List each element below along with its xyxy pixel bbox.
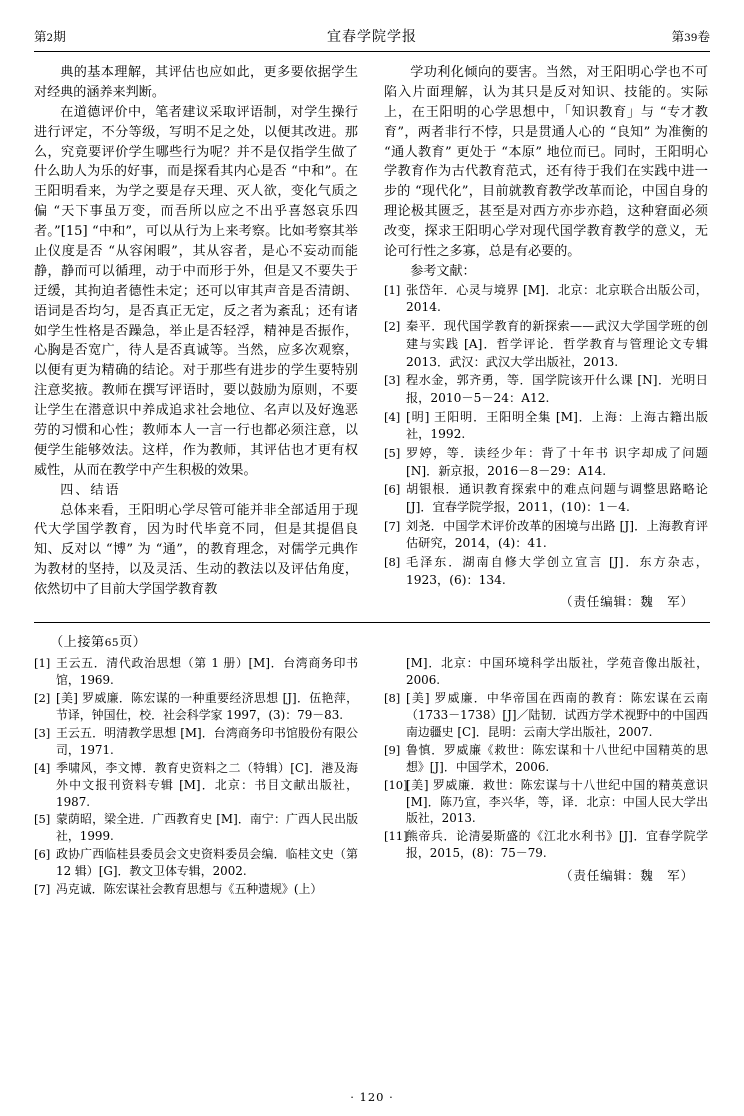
- running-head-right: [560, 27, 710, 45]
- volume-prefix: 第: [671, 29, 685, 44]
- paragraph: 总体来看，王阳明心学尽管可能并非全部适用于现代大学国学教育，因为时代毕竟不同，但是其提倡良知、反对以 “博” 为 “通”，的教育理念，对儒学元典作为教材的坚持，以及灵活、生动的教法以及评估角度，依然切中了目前大学国学教育教: [34, 502, 358, 598]
- reference-item: [34, 690, 358, 724]
- reference-item: [34, 811, 358, 845]
- responsible-editor: （责任编辑：魏 军）: [560, 868, 694, 884]
- reference-text: [美] 罗威廉．中华帝国在西南的教育：陈宏谋在云南（1733－1738）[J]／陆韧．试西方学术视野中的中国西南边疆史 [C]．昆明：云南大学出版社，2007.: [406, 691, 708, 739]
- section-divider: [34, 622, 710, 623]
- reference-text: 秦平．现代国学教育的新探索——武汉大学国学班的创建与实践 [A]．哲学评论．哲学教育与管理论文专辑 2013．武汉：武汉大学出版社，2013.: [406, 319, 708, 369]
- references-heading: 参考文献：: [410, 263, 476, 279]
- reference-text: [明] 王阳明．王阳明全集 [M]．上海：上海古籍出版社，1992.: [406, 409, 708, 442]
- running-head: [34, 26, 710, 52]
- paragraph: 学功利化倾向的要害。当然，对王阳明心学也不可陷入片面理解，认为其只是反对知识、技能的。实际上，在王阳明的心学思想中，「知识教育」与 “专才教育”，两者非行不悖，只是贯通人心的 “良知” 为准衡的 “通人教育” 更处于 “本原” 地位而已。同时，王阳明心学教育作为古代教育范式，还有待于我们在实践中进一步的 “现代化”，目前就教育教学改革而论，中国自身的理论极其匮乏，甚至是对西方亦步亦趋，这种窘面必须改变，探求王阳明心学对现代国学教育教学的意义，无论可行性之多寡，总是有必要的。: [384, 65, 708, 260]
- reference-label: [7]: [384, 518, 401, 533]
- right-column: [384, 63, 708, 612]
- reference-item: [384, 690, 708, 741]
- reference-text: 张岱年．心灵与境界 [M]．北京：北京联合出版公司，2014.: [406, 282, 708, 315]
- reference-label: [4]: [384, 409, 401, 424]
- reference-text: 季啸风，李文博．教育史资料之二（特辑）[C]．港及海外中文报刊资料专辑 [M]．北京：书目文献出版社，1987.: [56, 760, 358, 809]
- reference-item: [384, 742, 708, 776]
- reference-text: 冯克诚．陈宏谋社会教育思想与《五种遗规》(上）: [56, 882, 323, 897]
- reference-text: [美] 罗威廉．救世：陈宏谋与十八世纪中国的精英意识 [M]．陈乃宣，李兴华，等，译．北京：中国人民大学出版社，2013.: [406, 777, 708, 826]
- continued-right-column: [384, 655, 708, 899]
- reference-label: [6]: [384, 482, 401, 497]
- issue-number: 2: [46, 32, 54, 44]
- reference-label: [9]: [384, 742, 401, 757]
- reference-item: [384, 828, 708, 862]
- reference-item: [384, 518, 708, 553]
- reference-item: [384, 318, 708, 371]
- reference-item: [384, 282, 708, 317]
- running-head-left: [34, 27, 184, 45]
- reference-text: 鲁慎．罗威廉《救世：陈宏谋和十八世纪中国精英的思想》[J]．中国学术，2006.: [406, 742, 708, 774]
- reference-item: [384, 777, 708, 828]
- reference-label: [8]: [384, 691, 401, 706]
- reference-label: [10]: [384, 777, 408, 792]
- reference-item: [384, 445, 708, 480]
- reference-label: [3]: [34, 725, 51, 740]
- section-heading: 四、结语: [60, 482, 121, 498]
- article-body: [34, 63, 710, 612]
- reference-label: [3]: [384, 373, 401, 388]
- reference-label: [2]: [34, 691, 51, 706]
- issue-suffix: 期: [53, 29, 66, 44]
- responsible-editor: （责任编辑：魏 军）: [560, 594, 694, 610]
- reference-item: [384, 481, 708, 516]
- reference-item: [34, 881, 358, 898]
- reference-item: [384, 554, 708, 589]
- reference-label: [1]: [34, 656, 51, 671]
- paragraph: 在道德评价中，笔者建议采取评语制，对学生操行进行评定，不分等级，写明不足之处，以便其改进。那么，究竟要评价学生哪些行为呢？并不是仅指学生做了什么助人为乐的好事，而是探看其内心是否 “中和”。在王阳明看来，为学之要是存天理、灭人欲，变化气质之偏 “天下事虽万变，而吾所以应之不出乎喜怒哀乐四者。”[15] “中和”，可以从行为上来考察。比如考察其举止仪度是否 “从容闲暇”，其从容者，是心不妄动而能静，静而可以循理，动于中而形于外，但是又不要失于迂缓，其拘迫者德性未定；还可以审其声音是否清朗、语词是否均匀，是否真正无定，反之者为紊乱；还有诸如学生性格是否躁急，举止是否轻浮，精神是否振作，心胸是否宽广，待人是否真诚等。当然，应多次观察，以便有更为精确的结论。对于那些有进步的学生要特别注意奖掖。教师在撰写评语时，要以鼓励为原则，不要让学生在潜意识中养成追求社会地位、名声以及好逸恶劳的习惯和心性；教师本人一言一行也都必须注意，以便学生能够效法。这样，作为教师，其评估也才更有权威性，从而在教学中产生积极的效果。: [34, 104, 358, 478]
- reference-text: 程水金，郭齐勇，等．国学院该开什么课 [N]．光明日报，2010－5－24：A12.: [406, 373, 708, 405]
- reference-label: [11]: [384, 829, 408, 844]
- reference-text: 罗婷，等．读经少年：背了十年书 识字却成了问题 [N]．新京报，2016－8－29：A14.: [406, 445, 708, 478]
- reference-label: [4]: [34, 760, 51, 775]
- issue-prefix: 第: [34, 29, 47, 44]
- reference-label: [7]: [34, 882, 51, 897]
- reference-text: 蒙荫昭，梁全进．广西教育史 [M]．南宁：广西人民出版社，1999.: [56, 812, 358, 844]
- continued-prefix: （上接第: [50, 635, 105, 651]
- reference-text: 刘尧．中国学术评价改革的困境与出路 [J]．上海教育评估研究，2014，(4)：41.: [406, 518, 708, 551]
- reference-text: 毛泽东．湖南自修大学创立宣言 [J]．东方杂志，1923，(6)：134.: [406, 555, 708, 587]
- reference-item: [34, 846, 358, 880]
- reference-label: [5]: [384, 445, 401, 460]
- volume-number: 39: [684, 32, 698, 44]
- reference-text: 胡银根．通识教育探索中的难点问题与调整思路略论 [J]．宜春学院学报，2011，(10)：1－4.: [406, 482, 708, 515]
- continued-columns: [34, 655, 710, 899]
- continued-block: [34, 631, 710, 899]
- reference-text: 王云五．清代政治思想（第 1 册）[M]．台湾商务印书馆，1969.: [56, 656, 358, 688]
- reference-label: [1]: [384, 282, 401, 297]
- paragraph: 典的基本理解，其评估也应如此，更多要依据学生对经典的涵养来判断。: [34, 65, 358, 100]
- reference-item: [384, 372, 708, 407]
- reference-label: [6]: [34, 847, 51, 862]
- reference-text: 政协广西临桂县委员会文史资料委员会编．临桂文史（第 12 辑）[G]．教文卫体专辑，2002.: [56, 847, 358, 879]
- reference-label: [5]: [34, 812, 51, 827]
- reference-item: [34, 725, 358, 759]
- reference-label: [8]: [384, 555, 401, 570]
- reference-text: 王云五．明清教学思想 [M]．台湾商务印书馆股份有限公司，1971.: [56, 725, 358, 757]
- left-column: [34, 63, 358, 612]
- page-number: · 120 ·: [350, 1090, 394, 1104]
- continued-page-number: 65: [104, 637, 120, 650]
- volume-suffix: 卷: [697, 29, 710, 44]
- reference-text: 熊帝兵．论清晏斯盛的《江北水利书》[J]．宜春学院学报，2015，(8)：75－79.: [406, 829, 708, 861]
- reference-item: [384, 655, 708, 689]
- reference-label: [2]: [384, 319, 401, 334]
- journal-title: 宜春学院学报: [327, 29, 417, 45]
- reference-text: [M]．北京：中国环境科学出版社，学苑音像出版社，2006.: [406, 656, 708, 688]
- reference-item: [34, 760, 358, 811]
- reference-item: [34, 655, 358, 689]
- reference-text: [美] 罗威廉．陈宏谋的一种重要经济思想 [J]．伍艳萍，节译，钟国仕，校．社会科学家 1997，(3)：79－83.: [56, 691, 358, 723]
- continued-heading: [50, 631, 710, 650]
- continued-left-column: [34, 655, 358, 899]
- reference-item: [384, 409, 708, 444]
- continued-suffix: 页）: [119, 635, 147, 651]
